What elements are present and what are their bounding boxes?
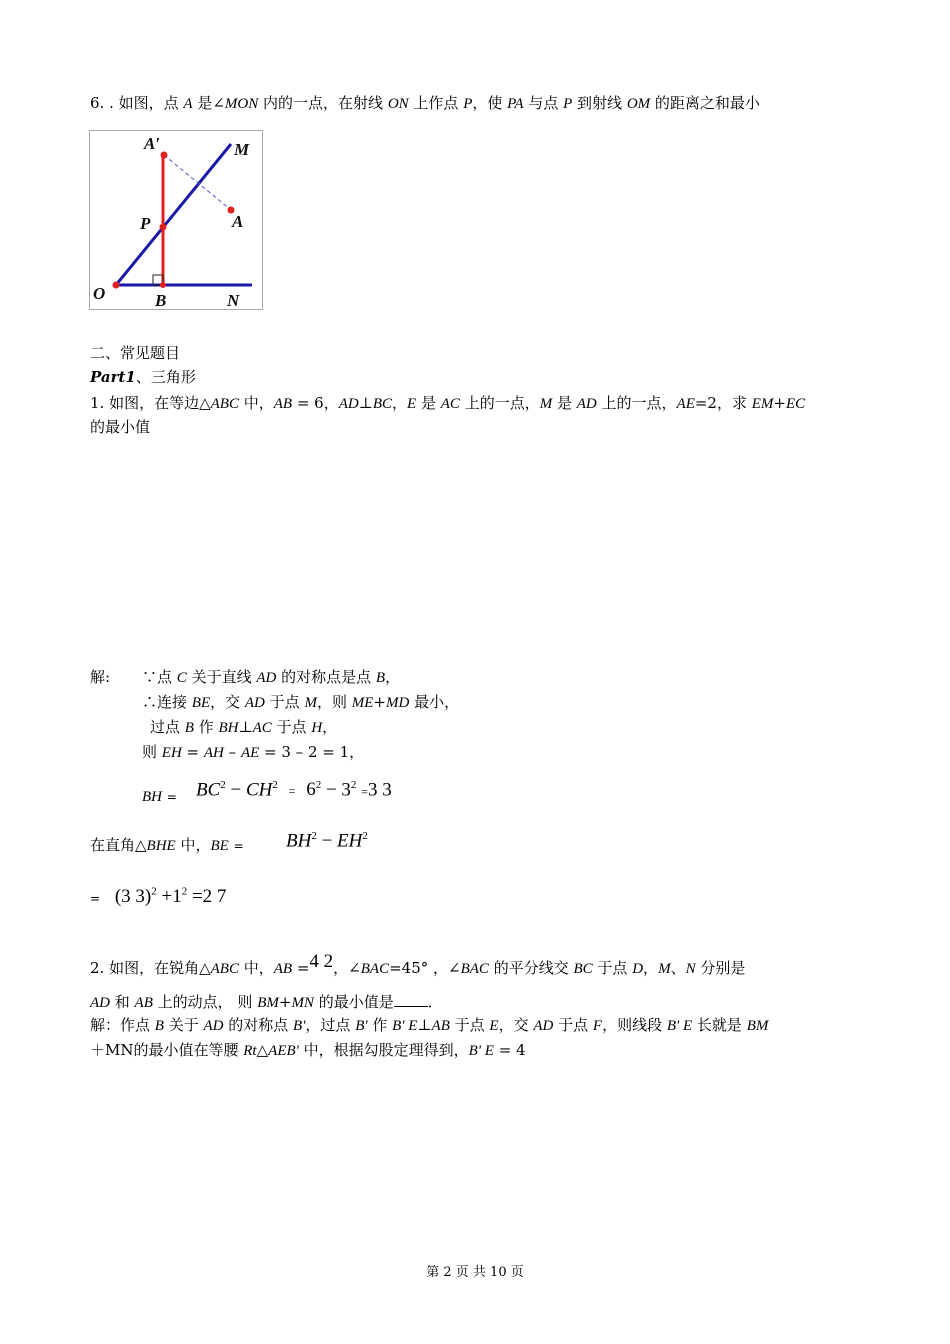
text-run: ＋MN的最小值在等腰 [90, 1041, 244, 1059]
p2-bac: BAC [360, 961, 390, 977]
math-variable: H [311, 720, 323, 736]
math-variable: AB [273, 396, 293, 412]
math-variable: B' [293, 1018, 306, 1034]
math-variable: P [563, 96, 573, 112]
figure-svg [90, 131, 262, 309]
label-B: B [155, 291, 167, 309]
be-bh-sq: 2 [311, 830, 317, 842]
math-variable: EC [786, 396, 806, 412]
text-run: 内的一点，在射线 [258, 94, 388, 112]
final-result: =2 7 [187, 886, 227, 908]
final-eq: = [90, 891, 101, 906]
text-run: ，使 [472, 94, 508, 112]
math-variable: AD [576, 396, 597, 412]
text-run: 解：作点 [90, 1016, 155, 1034]
text-run: = [181, 743, 204, 761]
bh-result: 3 3 [367, 779, 392, 801]
be-eh-sq: 2 [362, 830, 368, 842]
math-variable: BH [218, 720, 239, 736]
text-run: 到射线 [572, 94, 627, 112]
p2-i: 、 [670, 959, 686, 977]
text-run: ⊥ [358, 394, 373, 412]
tri-mid: 中， [175, 836, 211, 854]
ray-OM [116, 144, 231, 285]
math-variable: ABC [210, 396, 239, 412]
math-variable: F [592, 1018, 603, 1034]
point-Aprime [161, 152, 168, 159]
solution1-step4 [142, 743, 364, 762]
text-run: ⊥ [238, 718, 253, 736]
math-variable: MON [224, 96, 259, 112]
text-run: 的对称点是点 [276, 668, 376, 686]
math-variable: M [304, 695, 317, 711]
bh-eq2: = [288, 784, 296, 799]
math-variable: AD [244, 695, 265, 711]
p2-bac2: BAC [460, 961, 489, 977]
text-run: 上作点 [408, 94, 464, 112]
text-run: 作 [367, 1016, 393, 1034]
text-run: 中， [238, 394, 274, 412]
solution1-step3 [150, 718, 337, 737]
bh-label-line [142, 787, 177, 806]
text-run: ，过点 [305, 1016, 356, 1034]
math-variable: AD [256, 670, 277, 686]
text-run: 是 [552, 394, 577, 412]
text-run: ，则 [316, 693, 352, 711]
text-run: 于点 [271, 718, 312, 736]
p2-a: 2. 如图，在锐角△ [90, 959, 211, 977]
final-line [90, 883, 226, 907]
bh-six: 6 [306, 779, 316, 801]
text-run: ， [392, 394, 408, 412]
math-variable: PA [507, 96, 524, 112]
math-variable: B' E [392, 1018, 418, 1034]
p2-mn: MN [291, 995, 314, 1011]
text-run: 是 [416, 394, 441, 412]
math-variable: M [539, 396, 553, 412]
bh-three-sq: 2 [350, 779, 357, 791]
p2-n: N [685, 961, 696, 977]
math-variable: BE [191, 695, 211, 711]
solution1-step2 [142, 693, 459, 712]
p2-l2b: 上的动点， 则 [152, 993, 258, 1011]
p1-line1-body [90, 394, 805, 412]
bh-ch: CH [246, 779, 273, 801]
math-variable: B [184, 720, 194, 736]
p2-bm: BM [257, 995, 279, 1011]
text-run: 的对称点 [223, 1016, 294, 1034]
q6-body [109, 94, 760, 112]
text-run: ⊥ [417, 1016, 432, 1034]
label-O: O [93, 284, 106, 303]
tri-eq: = [233, 839, 244, 853]
p2-l2a: 和 [110, 993, 135, 1011]
text-run: + [773, 394, 786, 412]
point-O [113, 282, 120, 289]
text-run: 是∠ [192, 94, 225, 112]
math-variable: AB [431, 1018, 450, 1034]
be-minus: − [316, 830, 338, 852]
final-sq1: 2 [151, 886, 157, 898]
p2-solution-line1-body [90, 1016, 768, 1034]
math-variable: ME [351, 695, 374, 711]
p2-bc: BC [573, 961, 593, 977]
text-run: ，交 [498, 1016, 534, 1034]
solution1-step3-body [150, 718, 337, 736]
part-label: Part1 [90, 368, 136, 386]
final-plus: +1 [156, 886, 182, 908]
math-variable: B' E [468, 1043, 494, 1059]
label-N: N [227, 291, 240, 309]
p2-f: 的平分线交 [488, 959, 574, 977]
text-run: 中，根据勾股定理得到， [298, 1041, 469, 1059]
section-heading: 二、常见题目 [90, 344, 181, 362]
math-variable: AH [203, 745, 224, 761]
p2-l2end: ． [427, 993, 443, 1011]
math-variable: Rt [243, 1043, 257, 1059]
p2-ad: AD [90, 995, 110, 1011]
text-run: △ [256, 1041, 269, 1059]
math-variable: EM [751, 396, 774, 412]
bh-eq: = [166, 790, 177, 804]
p2-val: 4 2 [309, 951, 334, 972]
text-run: 于点 [264, 693, 305, 711]
label-P: P [140, 214, 151, 233]
text-run: ∴连接 [142, 693, 192, 711]
text-run: ， [385, 668, 401, 686]
label-M: M [234, 140, 250, 159]
bh-minus-three: − 3 [321, 779, 351, 801]
point-P [160, 224, 167, 231]
tri-name: BHE [146, 838, 176, 854]
text-run: + [373, 693, 386, 711]
text-run: = 6， [292, 394, 339, 412]
text-run: 关于直线 [186, 668, 257, 686]
solution1-step2-body [142, 693, 459, 711]
math-variable: AC [252, 720, 272, 736]
p2-solution-line2 [90, 1041, 526, 1060]
label-Aprime: A′ [144, 134, 161, 153]
math-variable: MD [385, 695, 410, 711]
text-run: 关于 [163, 1016, 204, 1034]
bh-six-sq: 2 [315, 779, 322, 791]
text-run: 于点 [553, 1016, 593, 1034]
be-bh: BH [286, 830, 312, 852]
be-line [90, 836, 244, 855]
dashed-AprimeA [164, 155, 231, 210]
final-expr1: (3 3) [114, 886, 152, 908]
math-variable: A [183, 96, 193, 112]
text-run: 1. 如图，在等边△ [90, 394, 211, 412]
math-variable: AC [440, 396, 460, 412]
text-run: . 如图，点 [109, 94, 184, 112]
geometry-figure [89, 130, 263, 310]
text-run: 的距离之和最小 [650, 94, 760, 112]
math-variable: AE [676, 396, 695, 412]
text-run: 于点 [449, 1016, 490, 1034]
part-suffix: 、三角形 [135, 368, 196, 386]
q6-text [90, 94, 760, 113]
p2-solution-line2-body [90, 1041, 526, 1059]
bh-minus: − [225, 779, 246, 801]
final-expression [115, 886, 227, 907]
text-run: ，则线段 [602, 1016, 667, 1034]
text-run: ，交 [210, 693, 245, 711]
math-variable: C [176, 670, 187, 686]
math-variable: OM [626, 96, 651, 112]
math-variable: E [407, 396, 417, 412]
p2-abc: ABC [210, 961, 239, 977]
p2-l2d: 的最小值是 [313, 993, 394, 1011]
math-variable: AD [338, 396, 359, 412]
answer-blank[interactable] [394, 992, 428, 1007]
math-variable: P [463, 96, 473, 112]
label-A: A [232, 212, 244, 231]
p2-l2c: + [278, 993, 292, 1011]
tri-be: BE [210, 838, 229, 854]
p2-dpt: D [632, 961, 644, 977]
bh-expression [196, 776, 392, 800]
text-run: 过点 [150, 718, 185, 736]
math-variable: E [489, 1018, 499, 1034]
p1-line2: 的最小值 [90, 418, 151, 436]
text-run: = 3 – 2 = 1， [259, 743, 365, 761]
text-run: 与点 [523, 94, 564, 112]
text-run: 上的一点， [459, 394, 540, 412]
p2-d: ，∠ [333, 959, 361, 977]
math-variable: B [375, 670, 386, 686]
p2-h: ， [643, 959, 659, 977]
p2-solution-line1 [90, 1016, 768, 1035]
be-expression [286, 827, 368, 850]
text-run: 最小， [409, 693, 460, 711]
math-variable: BM [746, 1018, 769, 1034]
math-variable: EH [161, 745, 182, 761]
text-run: = 4 [493, 1041, 526, 1059]
p2-line1 [90, 951, 746, 978]
p1-line1 [90, 394, 805, 413]
solution1-label: 解: [90, 668, 111, 686]
p2-line2 [90, 992, 443, 1012]
solution1-step1-body [142, 668, 400, 686]
text-run: 则 [142, 743, 162, 761]
p2-b: 中， [238, 959, 274, 977]
solution1-step4-body [142, 743, 364, 761]
point-B [160, 282, 166, 288]
q6-number: 6. [90, 94, 105, 112]
p2-c: = [292, 959, 310, 977]
p2-j: 分别是 [695, 959, 746, 977]
p2-l2ab: AB [134, 995, 153, 1011]
tri-prefix: 在直角△ [90, 836, 147, 854]
final-sq2: 2 [181, 886, 188, 898]
be-eh: EH [337, 830, 363, 852]
math-variable: AE [240, 745, 260, 761]
bh-label: BH [142, 789, 162, 805]
math-variable: B' [355, 1018, 368, 1034]
text-run: ∵点 [142, 668, 177, 686]
bh-eq3: = [361, 784, 368, 799]
text-run: 作 [193, 718, 219, 736]
p2-ab: AB [273, 961, 293, 977]
page-footer: 第 2 页 共 10 页 [426, 1265, 524, 1280]
math-variable: B [154, 1018, 164, 1034]
text-run: 长就是 [692, 1016, 747, 1034]
p2-m: M [658, 961, 671, 977]
solution1-step1 [142, 668, 400, 687]
bh-bc-sq: 2 [220, 779, 226, 791]
text-run: ， [322, 718, 338, 736]
math-variable: B' E [666, 1018, 693, 1034]
text-run: 上的一点， [596, 394, 677, 412]
math-variable: BC [372, 396, 393, 412]
text-run: =2，求 [694, 394, 752, 412]
bh-bc: BC [196, 779, 221, 801]
bh-ch-sq: 2 [272, 779, 278, 791]
math-variable: AEB' [268, 1043, 299, 1059]
part-heading [90, 368, 196, 386]
math-variable: AD [203, 1018, 224, 1034]
math-variable: AD [533, 1018, 554, 1034]
math-variable: ON [387, 96, 409, 112]
text-run: – [223, 743, 241, 761]
p2-g: 于点 [592, 959, 633, 977]
p2-e: =45° ，∠ [389, 959, 461, 977]
